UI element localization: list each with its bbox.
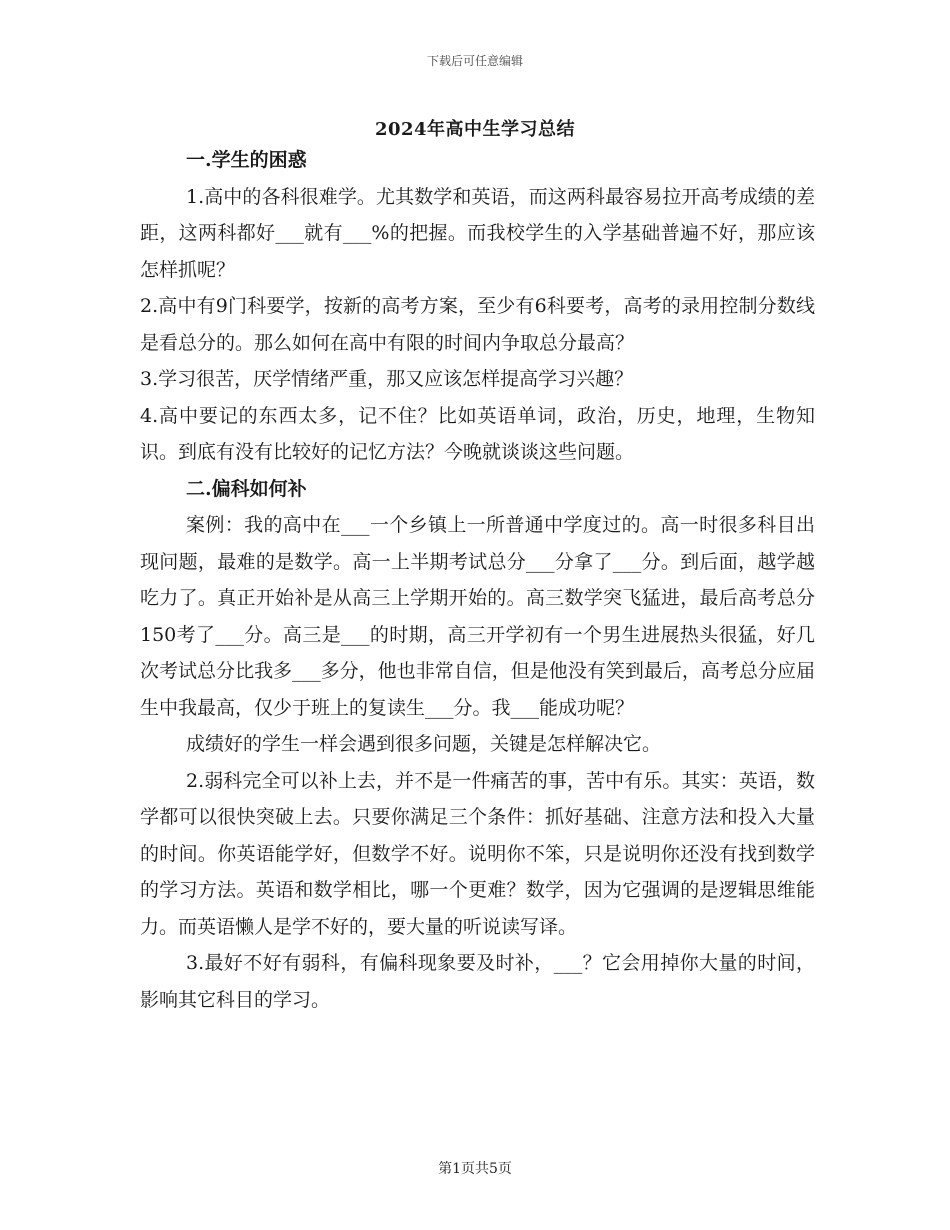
paragraph: 2.弱科完全可以补上去，并不是一件痛苦的事，苦中有乐。其实：英语，数学都可以很快突破上去。只要你满足三个条件：抓好基础、注意方法和投入大量的时间。你英语能学好，但数学不好。说明你不笨，只是说明你还没有找到数学的学习方法。英语和数学相比，哪一个更难？数学，因为它强调的是逻辑思维能力。而英语懒人是学不好的，要大量的听说读写译。 [140, 769, 815, 938]
paragraph: 2.高中有9门科要学，按新的高考方案，至少有6科要考，高考的录用控制分数线是看总分的。那么如何在高中有限的时间内争取总分最高？ [140, 295, 815, 354]
paragraph: 3.最好不好有弱科，有偏科现象要及时补，___？它会用掉你大量的时间，影响其它科目的学习。 [140, 952, 815, 1011]
document-body [140, 142, 815, 1018]
paragraph: 成绩好的学生一样会遇到很多问题，关键是怎样解决它。 [186, 733, 662, 755]
section-heading-1: 一.学生的困惑 [186, 149, 307, 171]
page-header-note: 下载后可任意编辑 [426, 54, 523, 68]
page-number: 第1页共5页 [438, 1161, 512, 1177]
paragraph: 4.高中要记的东西太多，记不住？比如英语单词，政治，历史，地理，生物知识。到底有没有比较好的记忆方法？今晚就谈谈这些问题。 [140, 404, 815, 463]
paragraph: 3.学习很苦，厌学情绪严重，那又应该怎样提高学习兴趣？ [140, 368, 634, 390]
section-heading-2: 二.偏科如何补 [186, 477, 307, 500]
paragraph: 1.高中的各科很难学。尤其数学和英语，而这两科最容易拉开高考成绩的差距，这两科都好___就有___%的把握。而我校学生的入学基础普遍不好，那应该怎样抓呢？ [140, 185, 815, 281]
paragraph: 案例：我的高中在___一个乡镇上一所普通中学度过的。高一时很多科目出现问题，最难的是数学。高一上半期考试总分___分拿了___分。到后面，越学越吃力了。真正开始补是从高三上学期开始的。高三数学突飞猛进，最后高考总分150考了___分。高三是___的时期，高三开学初有一个男生进展热头很猛，好几次考试总分比我多___多分，他也非常自信，但是他没有笑到最后，高考总分应届生中我最高，仅少于班上的复读生___分。我___能成功呢？ [140, 514, 815, 719]
document-title: 2024年高中生学习总结 [374, 119, 576, 140]
